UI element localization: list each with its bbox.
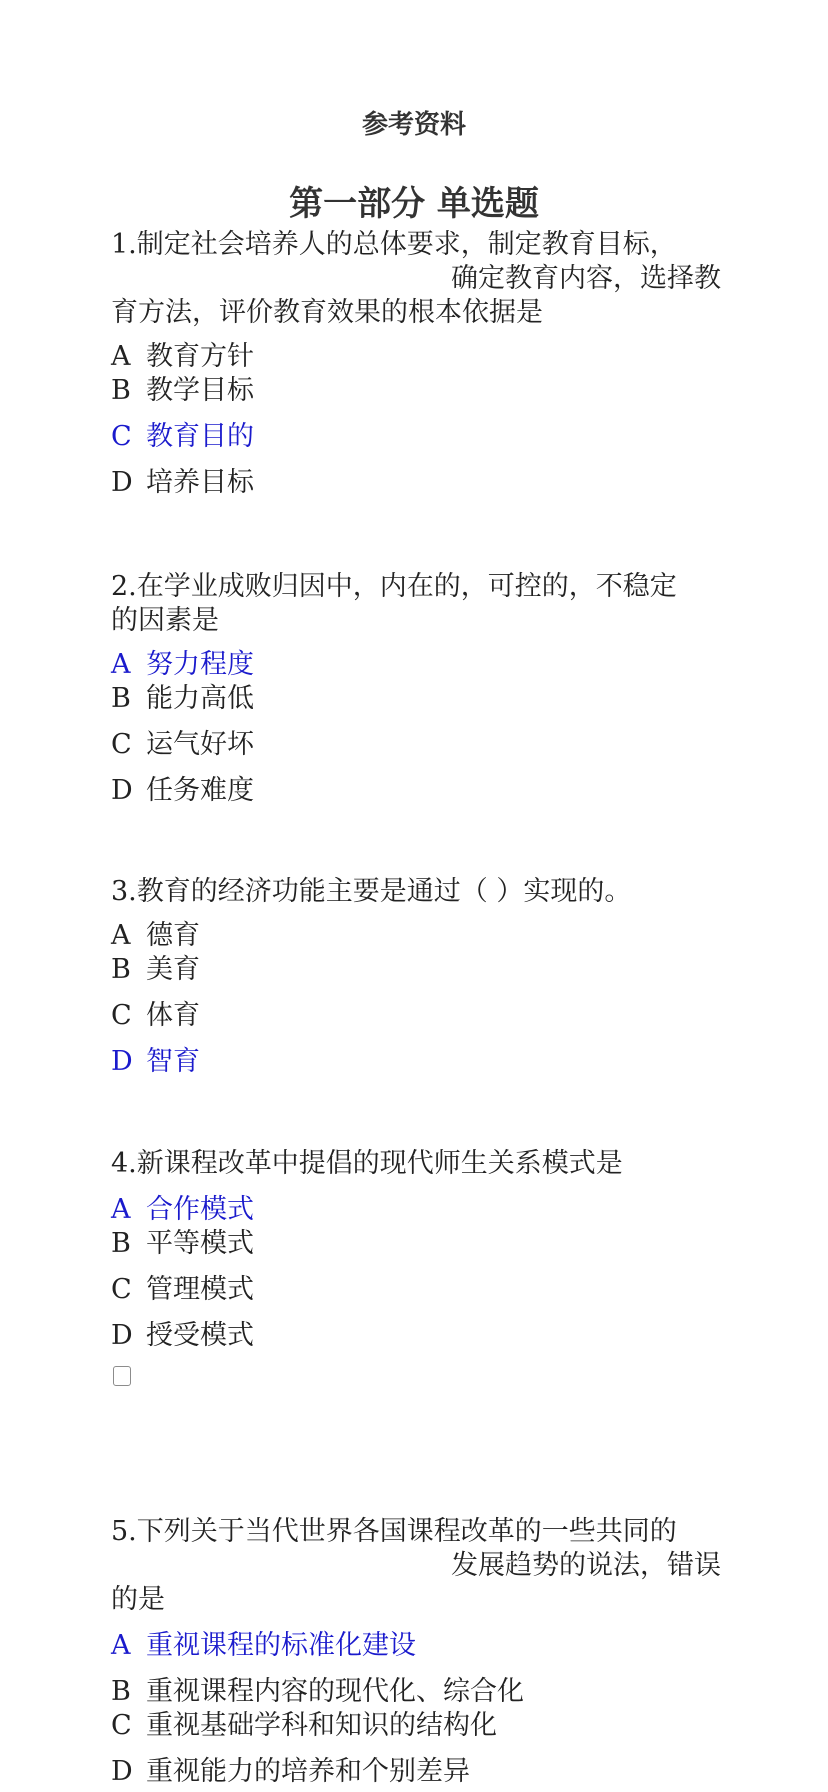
option-b[interactable] [111, 953, 721, 987]
question-text-line: 发展趋势的说法，错误 [451, 1550, 721, 1581]
option-text: 重视基础学科和知识的结构化 [146, 1710, 497, 1741]
option-text: 重视能力的培养和个别差异 [146, 1756, 470, 1787]
option-text: 培养目标 [146, 467, 254, 498]
option-text: 体育 [146, 1000, 200, 1031]
option-letter: C [111, 1710, 132, 1741]
question-text [111, 1515, 721, 1617]
option-b[interactable] [111, 682, 721, 716]
answer-checkbox[interactable] [113, 1366, 131, 1386]
question-3 [111, 875, 721, 1079]
option-c[interactable] [111, 1709, 721, 1743]
option-text: 德育 [146, 920, 200, 951]
option-letter: D [111, 467, 133, 498]
question-5 [111, 1515, 721, 1789]
question-text-line: 1.制定社会培养人的总体要求，制定教育目标， [111, 229, 677, 260]
question-text-line: 育方法，评价教育效果的根本依据是 [111, 297, 543, 328]
option-letter: D [111, 775, 133, 806]
option-c[interactable] [111, 999, 721, 1033]
option-a-correct[interactable] [111, 648, 721, 682]
question-text-line: 确定教育内容，选择教 [451, 263, 721, 294]
question-text [111, 228, 721, 330]
question-text [111, 570, 721, 638]
option-a[interactable] [111, 919, 721, 953]
option-d[interactable] [111, 774, 721, 808]
option-b[interactable] [111, 1675, 721, 1709]
option-text: 教育目的 [146, 421, 254, 452]
option-text: 管理模式 [146, 1274, 254, 1305]
option-letter: A [111, 1194, 131, 1225]
option-text: 重视课程的标准化建设 [146, 1630, 416, 1661]
question-1 [111, 228, 721, 500]
question-text-line: 5.下列关于当代世界各国课程改革的一些共同的 [111, 1516, 677, 1547]
option-letter: A [111, 649, 131, 680]
option-c-correct[interactable] [111, 420, 721, 454]
option-letter: C [111, 421, 132, 452]
option-c[interactable] [111, 1273, 721, 1307]
option-a[interactable] [111, 340, 721, 374]
question-text-line: 的因素是 [111, 605, 219, 636]
option-letter: B [111, 1228, 131, 1259]
question-2 [111, 570, 721, 808]
option-letter: D [111, 1756, 133, 1787]
option-b[interactable] [111, 1227, 721, 1261]
option-text: 平等模式 [146, 1228, 254, 1259]
question-text-line: 的是 [111, 1584, 165, 1615]
option-d[interactable] [111, 1755, 721, 1789]
option-text: 努力程度 [146, 649, 254, 680]
option-letter: B [111, 954, 131, 985]
question-4 [111, 1147, 721, 1353]
option-text: 智育 [146, 1046, 200, 1077]
option-letter: A [111, 341, 131, 372]
option-text: 运气好坏 [146, 729, 254, 760]
option-letter: C [111, 1000, 132, 1031]
option-text: 重视课程内容的现代化、综合化 [146, 1676, 524, 1707]
question-text-line: 2.在学业成败归因中，内在的，可控的，不稳定 [111, 571, 677, 602]
option-d-correct[interactable] [111, 1045, 721, 1079]
option-b[interactable] [111, 374, 721, 408]
option-letter: B [111, 375, 131, 406]
option-text: 任务难度 [146, 775, 254, 806]
option-text: 教育方针 [146, 341, 254, 372]
option-text: 合作模式 [146, 1194, 254, 1225]
option-a-correct[interactable] [111, 1629, 721, 1663]
option-letter: C [111, 1274, 132, 1305]
option-letter: C [111, 729, 132, 760]
option-c[interactable] [111, 728, 721, 762]
option-letter: B [111, 1676, 131, 1707]
section-title: 第一部分 单选题 [289, 184, 539, 224]
question-text-line: 3.教育的经济功能主要是通过（ ）实现的。 [111, 876, 632, 907]
question-text-line: 4.新课程改革中提倡的现代师生关系模式是 [111, 1148, 623, 1179]
option-letter: D [111, 1046, 133, 1077]
option-letter: A [111, 1630, 131, 1661]
document-title: 参考资料 [361, 110, 466, 140]
option-d[interactable] [111, 1319, 721, 1353]
option-letter: A [111, 920, 131, 951]
option-letter: D [111, 1320, 133, 1351]
option-text: 授受模式 [146, 1320, 254, 1351]
option-d[interactable] [111, 466, 721, 500]
question-text [111, 875, 721, 909]
option-text: 教学目标 [146, 375, 254, 406]
option-text: 能力高低 [146, 683, 254, 714]
option-a-correct[interactable] [111, 1193, 721, 1227]
option-text: 美育 [146, 954, 200, 985]
question-text [111, 1147, 721, 1181]
option-letter: B [111, 683, 131, 714]
